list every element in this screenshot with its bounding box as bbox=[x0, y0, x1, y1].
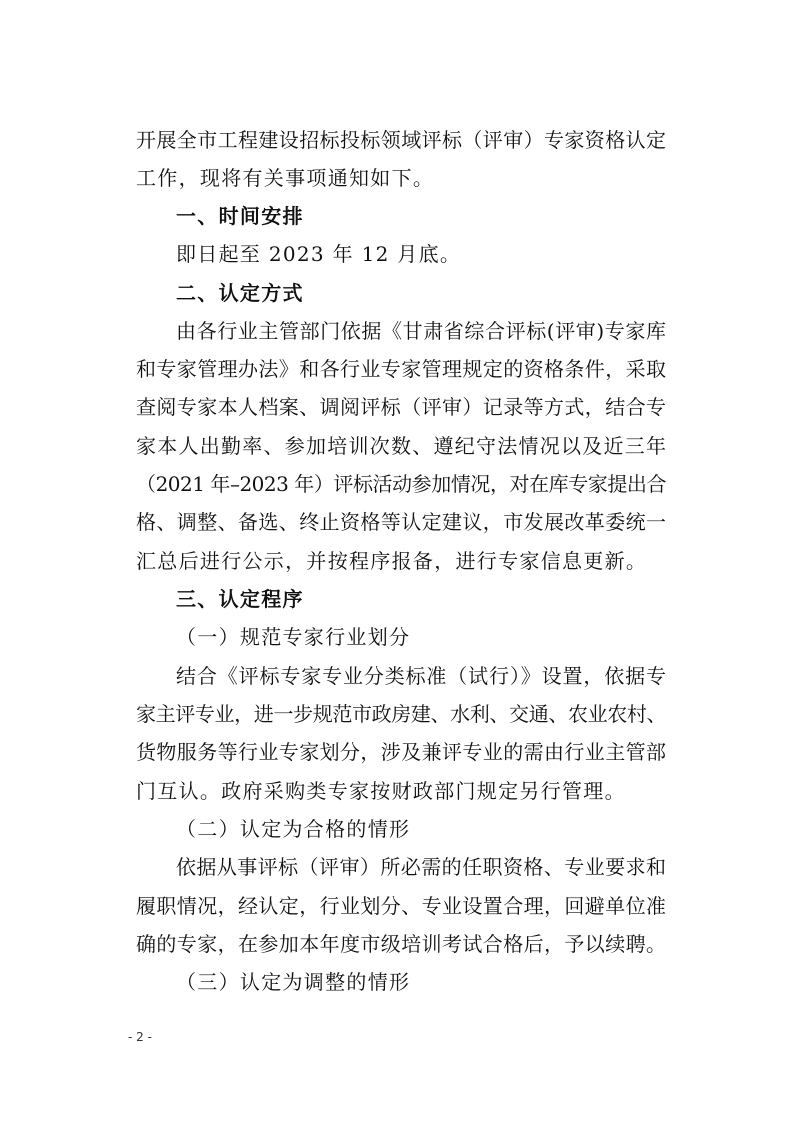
body-line: 开展全市工程建设招标投标领域评标（评审）专家资格认定 bbox=[136, 128, 666, 152]
body-line: 家主评专业，进一步规范市政房建、水利、交通、农业农村、 bbox=[136, 702, 666, 726]
body-line: 货物服务等行业专家划分，涉及兼评专业的需由行业主管部 bbox=[136, 740, 666, 764]
body-line: 确的专家，在参加本年度市级培训考试合格后，予以续聘。 bbox=[136, 932, 666, 956]
body-line: 即日起至 2023 年 12 月底。 bbox=[176, 242, 462, 266]
body-line: 工作，现将有关事项通知如下。 bbox=[136, 166, 435, 190]
body-line: 和专家管理办法》和各行业专家管理规定的资格条件，采取 bbox=[136, 357, 666, 381]
section-heading: 二、认定方式 bbox=[176, 281, 304, 305]
body-line: 结合《评标专家专业分类标准（试行）》设置，依据专 bbox=[176, 664, 666, 688]
page-number: - 2 - bbox=[128, 1030, 152, 1044]
body-line: 查阅专家本人档案、调阅评标（评审）记录等方式，结合专 bbox=[136, 395, 666, 419]
subsection-heading: （三）认定为调整的情形 bbox=[176, 970, 411, 994]
subsection-heading: （二）认定为合格的情形 bbox=[176, 817, 411, 841]
body-line: 汇总后进行公示，并按程序报备，进行专家信息更新。 bbox=[136, 549, 648, 573]
body-line: 家本人出勤率、参加培训次数、遵纪守法情况以及近三年 bbox=[136, 434, 666, 458]
body-line: 依据从事评标（评审）所必需的任职资格、专业要求和 bbox=[176, 855, 666, 879]
body-line: 格、调整、备选、终止资格等认定建议，市发展改革委统一 bbox=[136, 510, 666, 534]
body-line: （2021 年–2023 年）评标活动参加情况，对在库专家提出合 bbox=[136, 472, 666, 496]
subsection-heading: （一）规范专家行业划分 bbox=[176, 625, 411, 649]
section-heading: 一、时间安排 bbox=[176, 204, 304, 228]
body-line: 由各行业主管部门依据《甘肃省综合评标(评审)专家库 bbox=[176, 319, 666, 343]
body-line: 门互认。政府采购类专家按财政部门规定另行管理。 bbox=[136, 779, 626, 803]
section-heading: 三、认定程序 bbox=[176, 587, 304, 611]
body-line: 履职情况，经认定，行业划分、专业设置合理，回避单位准 bbox=[136, 894, 666, 918]
